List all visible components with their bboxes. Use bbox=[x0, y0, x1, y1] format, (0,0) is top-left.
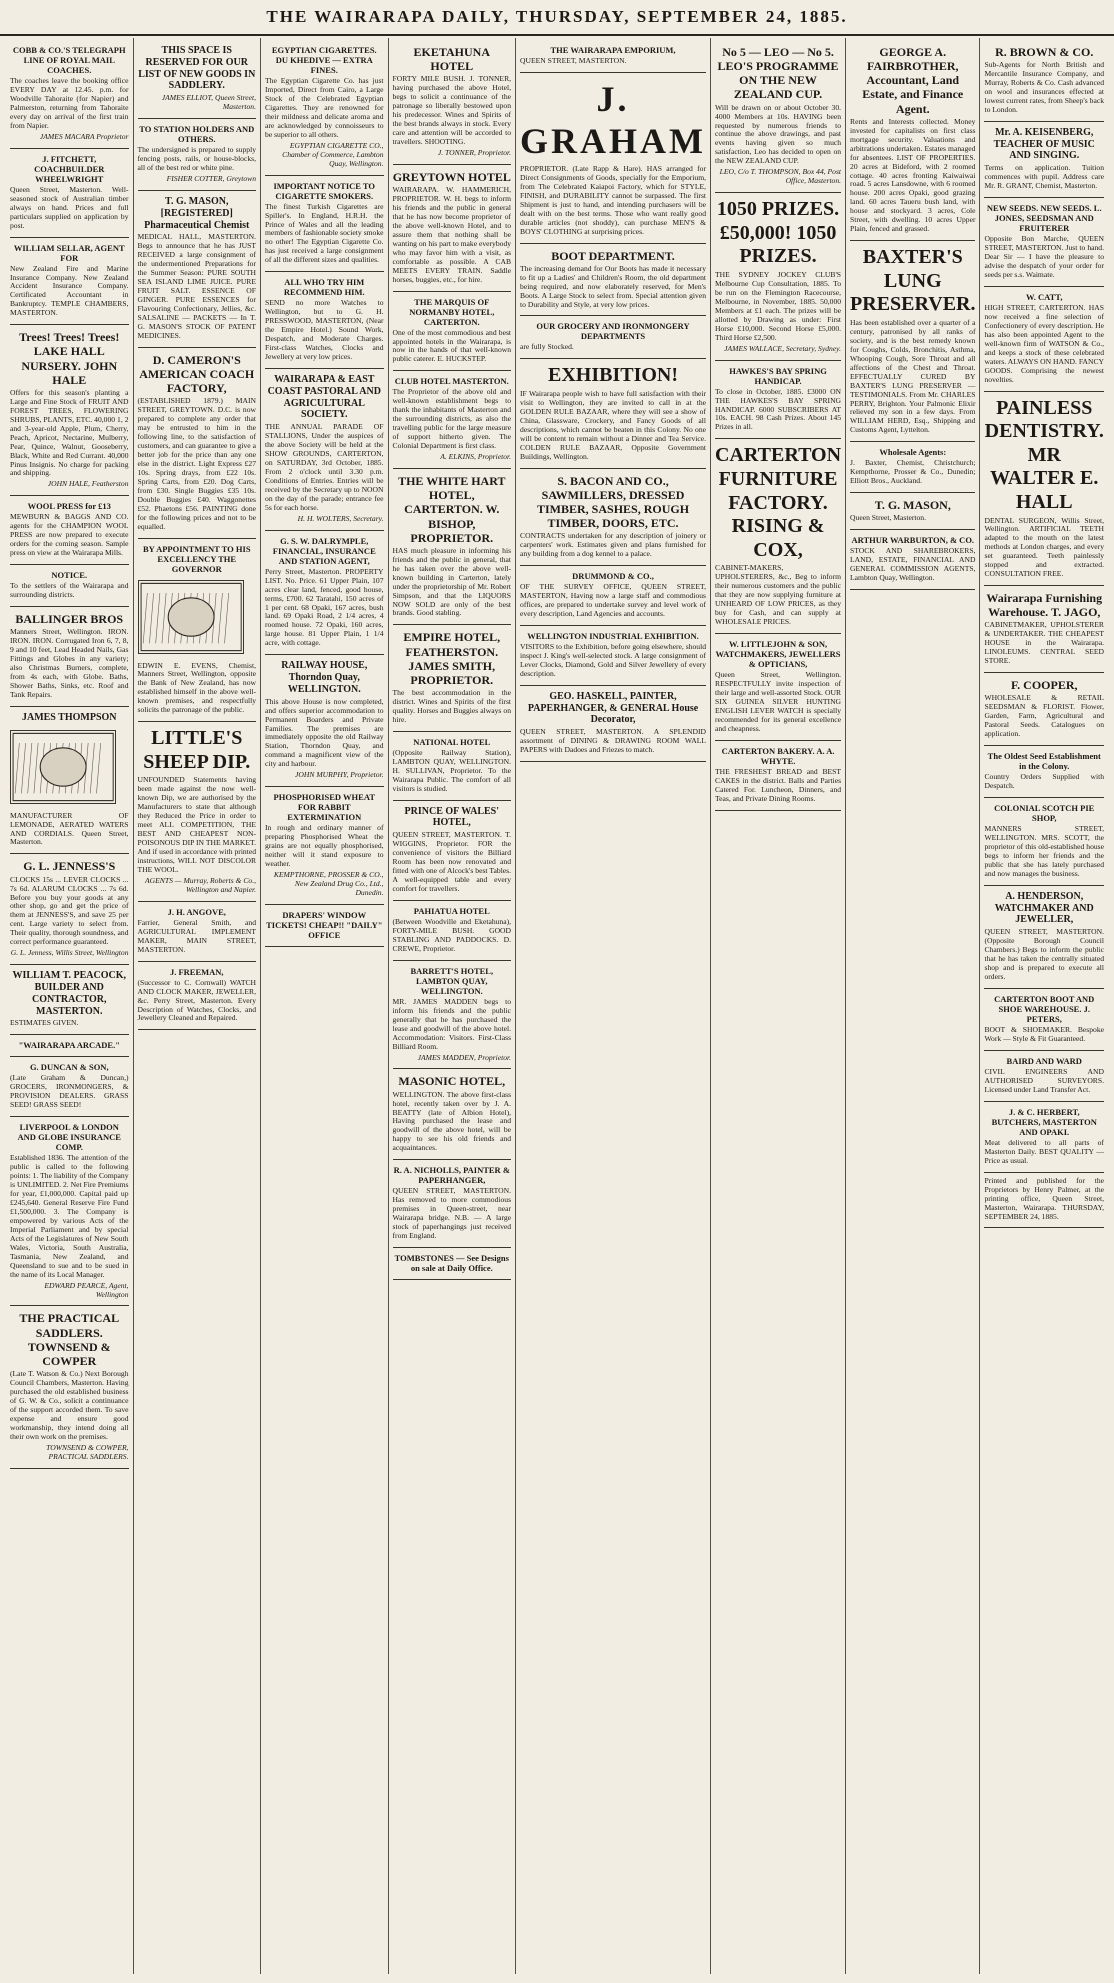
ad-headline: GEORGE A. FAIRBROTHER, Accountant, Land Estate, and Finance Agent. bbox=[862, 45, 964, 116]
ad-body: THE SYDNEY JOCKEY CLUB'S Melbourne Cup Consultation, 1885. To be run on the Flemington Racecourse, Melbourne, in November, 1885. 50,000 Members at £1 each. The prizes will be allotted by Drawing as under: First Horse £10,000. Second Horse £5,000. Third Horse £2,500. bbox=[715, 269, 842, 342]
ad-headline: W. LITTLEJOHN & SON, WATCHMAKERS, JEWELLERS & OPTICIANS, bbox=[715, 639, 841, 670]
ad-signature: H. H. WOLTERS, Secretary. bbox=[297, 513, 384, 523]
advertisement bbox=[138, 348, 257, 539]
ad-body: Queen Street, Masterton. bbox=[850, 513, 926, 523]
ad-signature: FISHER COTTER, Greytown bbox=[166, 173, 257, 183]
advertisement bbox=[10, 1057, 129, 1117]
ad-body: This above House is now completed, and offers superior accommodation to Permanent Boarders and Private Families. The premises are immediately opposite the old Railway Station, Thorndon Quay, and command a magnificent view of the city and harbour. bbox=[265, 696, 384, 769]
advertisement bbox=[10, 325, 129, 496]
ad-body: IF Wairarapa people wish to have full satisfaction with their visit to Wellington, they are invited to call in at the GOLDEN RULE BAZAAR, where they will see a show of China, Glassware, Crockery, and Fancy Goods of all descriptions, which cannot be beaten in this Colony. No one will be content to remain without a Dinner and Tea Service. COLDEN RULE BAZAAR, Opposite Government Buildings, Wellington. bbox=[520, 389, 707, 461]
masthead-title: THE WAIRARAPA DAILY, THURSDAY, SEPTEMBER 24, 1885. bbox=[266, 7, 848, 26]
ad-headline: BAIRD AND WARD bbox=[1006, 1055, 1082, 1066]
engraving-illustration bbox=[138, 580, 244, 654]
ad-body: THE ANNUAL PARADE OF STALLIONS, Under the auspices of the above Society will be held at the SHOW GROUNDS, CARTERTON, on SATURDAY, 3rd October, 1885. From 2 o'clock until 3.30 p.m. Conditions of Entries. Entries will be received by the Secretary up to NOON on the day of the parade; entrance fee 5s for each horse. bbox=[265, 422, 384, 512]
advertisement bbox=[520, 626, 706, 686]
column-6 bbox=[711, 38, 846, 1974]
ad-body: Offers for this season's planting a Large and Fine Stock of FRUIT AND FOREST TREES, FLOWERING SHRUBS, PLANTS, ETC. 40,000 1, 2 and 3-year-old Apple, Plum, Cherry, Peach, Apricot, Nectarine, Mulberry, Pear, Quince, Walnut, Gooseberry, Black, White and Red Currant. 40,000 Pinus Insignis. No charge for packing and shipping. bbox=[10, 387, 129, 478]
newspaper-page bbox=[6, 38, 1108, 1974]
ad-body: One of the most commodious and best appointed hotels in the Wairarapa, is now in the hands of that well-known public caterer. E. HUCKSTEP. bbox=[392, 327, 512, 364]
advertisement bbox=[393, 371, 512, 469]
column-7 bbox=[846, 38, 980, 1974]
advertisement bbox=[393, 1069, 512, 1160]
ad-body: To the settlers of the Wairarapa and surrounding districts. bbox=[10, 581, 129, 600]
advertisement bbox=[138, 962, 257, 1031]
column-1 bbox=[6, 38, 134, 1974]
engraving-illustration bbox=[10, 730, 116, 804]
ad-body: Opposite Bon Marche, QUEEN STREET, MASTERTON. Just to hand. Dear Sir — I have the pleasure to advise the despatch of your order for seeds per s.s. Waimate. bbox=[984, 234, 1104, 279]
advertisement bbox=[850, 241, 975, 442]
advertisement bbox=[10, 565, 129, 607]
ad-headline: RAILWAY HOUSE, Thorndon Quay, WELLINGTON. bbox=[281, 660, 368, 695]
advertisement bbox=[10, 1117, 129, 1306]
ad-headline: BY APPOINTMENT TO HIS EXCELLENCY THE GOVERNOR bbox=[142, 543, 251, 574]
ad-headline: WAIRARAPA & EAST COAST PASTORAL AND AGRICULTURAL SOCIETY. bbox=[267, 373, 381, 421]
ad-body: Terms on application. Tuition commences with pupil. Address care Mr. R. GRANT, Chemist, Masterton. bbox=[984, 163, 1104, 191]
ad-headline: EKETAHUNA HOTEL bbox=[413, 45, 490, 74]
column-8 bbox=[980, 38, 1108, 1974]
ad-headline: PAINLESS DENTISTRY. MR WALTER E. HALL bbox=[984, 396, 1104, 513]
ad-headline: GREYTOWN HOTEL bbox=[392, 169, 511, 184]
advertisement bbox=[520, 316, 706, 359]
ad-headline: IMPORTANT NOTICE TO CIGARETTE SMOKERS. bbox=[273, 180, 376, 201]
advertisement bbox=[138, 539, 257, 723]
ad-body: (Successor to C. Cornwall) WATCH AND CLOCK MAKER, JEWELLER, &c. Perry Street, Masterton. Every Description of Watches, Clocks, and Jewellery Cleaned and Repaired. bbox=[137, 977, 257, 1023]
advertisement bbox=[265, 655, 384, 787]
advertisement bbox=[715, 741, 841, 811]
ad-body: Queen Street, Wellington. RESPECTFULLY invite inspection of their large and well-assorted Stock. OUR SIX GUINEA SILVER HUNTING ENGLISH LEVER WATCH is specially recommended for its general excellence and cheapness. bbox=[715, 670, 842, 733]
advertisement bbox=[984, 673, 1104, 746]
ad-body: (Between Woodville and Eketahuna), FORTY-MILE BUSH. GOOD STABLING AND PADDOCKS. D. CREWE, Proprietor. bbox=[392, 916, 512, 953]
ad-headline: G. S. W. DALRYMPLE, FINANCIAL, INSURANCE AND STATION AGENT, bbox=[272, 535, 376, 566]
ad-signature: LEO, C/o T. THOMPSON, Box 44, Post Office, Masterton. bbox=[719, 167, 842, 186]
advertisement bbox=[984, 392, 1104, 587]
ad-body: Country Orders Supplied with Despatch. bbox=[984, 772, 1104, 791]
advertisement bbox=[393, 40, 512, 165]
ad-headline: EXHIBITION! bbox=[548, 364, 679, 387]
ad-signature: TOWNSEND & COWPER, PRACTICAL SADDLERS. bbox=[46, 1442, 129, 1461]
ad-body: MEWBURN & BAGGS AND CO. agents for the CHAMPION WOOL PRESS are now prepared to execute orders for the coming season. Sample press on view at the Wairarapa Mills. bbox=[10, 512, 129, 558]
ad-headline: The Oldest Seed Establishment in the Colony. bbox=[987, 751, 1101, 772]
ad-body: QUEEN STREET, MASTERTON. bbox=[520, 56, 627, 66]
advertisement bbox=[984, 746, 1104, 798]
advertisement bbox=[265, 787, 384, 905]
ad-headline: BARRETT'S HOTEL, LAMBTON QUAY, WELLINGTON. bbox=[410, 965, 494, 996]
ad-headline: W. CATT, bbox=[1026, 291, 1063, 302]
advertisement bbox=[265, 176, 384, 273]
ad-headline: THE WAIRARAPA EMPORIUM, bbox=[550, 45, 676, 55]
ad-body: (Opposite Railway Station), LAMBTON QUAY, WELLINGTON. H. SULLIVAN, Proprietor. To the Wairarapa Public. The comfort of all visitors is studied. bbox=[392, 747, 512, 793]
advertisement bbox=[984, 1173, 1104, 1229]
ad-body: Queen Street, Masterton. Well-seasoned stock of Australian timber always on hand. Prices and full particulars supplied on application by post. bbox=[10, 184, 129, 230]
advertisement bbox=[265, 272, 384, 369]
advertisement bbox=[850, 40, 975, 241]
ad-headline: J. GRAHAM bbox=[520, 78, 707, 162]
column-2 bbox=[134, 38, 262, 1974]
ad-body: HAS much pleasure in informing his friends and the public in general, that he has taken over the above well-known building in Carterton, lately under the proprietorship of Mr. Robert Simpson, and that the LIQUORS NOW SOLD are only of the best brands. Good stabling. bbox=[392, 545, 512, 618]
advertisement bbox=[10, 238, 129, 326]
ad-headline: Wairarapa Furnishing Warehouse. T. JAGO, bbox=[986, 591, 1103, 620]
ad-headline: NEW SEEDS. NEW SEEDS. L. JONES, SEEDSMAN AND FRUITERER bbox=[986, 203, 1102, 234]
masthead bbox=[0, 0, 1114, 36]
advertisement bbox=[10, 496, 129, 565]
ad-body: Manners Street, Wellington. IRON. IRON. IRON. Corrugated Iron 6, 7, 8, 9 and 10 feet, Lead Headed Nails, Gas Fittings and Globes in any variety; also Christmas Burners, complete, from 4s each, with Globe. Baths, Shower Baths, Sinks, etc. Roof and Tank Repairs. bbox=[10, 627, 129, 699]
ad-body: MANNERS STREET, WELLINGTON. MRS. SCOTT, the proprietor of this old-established house begs to inform her friends and the public that she has lately purchased and now manages the business. bbox=[984, 824, 1104, 878]
ad-signature: G. L. Jenness, Willis Street, Wellington bbox=[10, 948, 129, 958]
ad-signature: JOHN MURPHY, Proprietor. bbox=[295, 770, 384, 780]
ad-headline: NATIONAL HOTEL bbox=[413, 736, 491, 747]
ad-headline: R. A. NICHOLLS, PAINTER & PAPERHANGER, bbox=[393, 1165, 510, 1186]
ad-headline: ALL WHO TRY HIM RECOMMEND HIM. bbox=[283, 277, 365, 298]
ad-headline: J. FITCHETT, COACHBUILDER WHEELWRIGHT bbox=[34, 153, 105, 184]
ad-body: PROPRIETOR. (Late Rapp & Hare). HAS arranged for Direct Consignments of Goods, specially for the Emporium, from The Celebrated Kaiapoi Factory, which for STYLE, FINISH, and DURABILITY cannot be surpassed. The first Shipment is just to hand, and intending purchasers will be dealt with on the best terms. Those who want really good durable articles (not shoddy), can purchase MEN'S & BOYS' CLOTHING at surprising prices. bbox=[520, 163, 707, 236]
ad-body: MR. JAMES MADDEN begs to inform his friends and the public generally that he has purchased the lease and goodwill of the above hotel. Accommodation: Visitors. First-Class Billiard Room. bbox=[392, 996, 512, 1051]
column-5 bbox=[516, 38, 711, 1974]
ad-headline: THE WHITE HART HOTEL, CARTERTON. W. BISHOP, PROPRIETOR. bbox=[398, 474, 506, 545]
advertisement bbox=[10, 149, 129, 238]
ad-headline: DRAPERS' WINDOW TICKETS! CHEAP!! "DAILY" OFFICE bbox=[266, 909, 383, 940]
ad-headline: EGYPTIAN CIGARETTES. DU KHEDIVE — EXTRA FINES. bbox=[271, 45, 377, 76]
ad-body: QUEEN STREET, MASTERTON. A SPLENDID assortment of DINING & DRAWING ROOM WALL PAPERS with Dadoes and Friezes to match. bbox=[520, 727, 707, 755]
ad-body: FORTY MILE BUSH. J. TONNER, having purchased the above Hotel, begs to solicit a continuance of the patronage so liberally bestowed upon his predecessor. Wines and Spirits of the best brands always in stock. Every care and attention will be accorded to travellers. SHOOTING. bbox=[392, 74, 512, 146]
ad-headline: CLUB HOTEL MASTERTON. bbox=[394, 376, 509, 387]
advertisement bbox=[393, 1248, 512, 1280]
advertisement bbox=[850, 442, 975, 493]
ad-body: EDWIN E. EVENS, Chemist, Manners Street, Wellington, opposite the Bank of New Zealand, has now established himself in the above well-known premises, and respectfully solicits the patronage of the public. bbox=[137, 660, 257, 715]
advertisement bbox=[520, 73, 706, 244]
ad-body: New Zealand Fire and Marine Insurance Company. New Zealand Accident Insurance Company. Certificated Accountant in Bankruptcy. TEMPLE CHAMBERS, MASTERTON. bbox=[10, 263, 129, 318]
ad-body: Established 1836. The attention of the public is called to the following points: 1. The liability of the Company is UNLIMITED. 2. Net Fire Premiums for year, £1,000,000. Capital paid up £245,640. General Reserve Fire Fund £1,500,000. 3. The Company is empowered by various Acts of the Imperial Parliament and by special Acts of the Legislatures of New South Wales, Victoria, South Australia, Tasmania, New Zealand, and Queensland to sue and to be sued in the name of its Local Manager. bbox=[10, 1153, 129, 1279]
ad-body: CABINETMAKER, UPHOLSTERER & UNDERTAKER. THE CHEAPEST HOUSE in the Wairarapa. LINOLEUMS. CENTRAL SEED STORE. bbox=[984, 620, 1104, 666]
ad-body: The best accommodation in the district. Wines and Spirits of the first quality. Horses and Buggies always on hire. bbox=[392, 688, 512, 724]
ad-headline: R. BROWN & CO. bbox=[995, 45, 1094, 59]
ad-headline: TOMBSTONES — See Designs on sale at Daily Office. bbox=[394, 1253, 509, 1274]
ad-body: The coaches leave the booking office EVERY DAY at 12.45. p.m. for Woodville Tahoraite (for Napier) and Palmerston, returning from Tahoraite every day on arrival of the first train from Napier. bbox=[10, 76, 129, 130]
advertisement bbox=[393, 165, 512, 292]
ad-body: MEDICAL HALL, MASTERTON. Begs to announce that he has JUST RECEIVED a large consignment of the undermentioned Preparations for the Summer Season: PURE SOUTH SEA ISLAND LIME JUICE. PURE FRUIT SALT. ESSENCE OF GINGER. PURE ESSENCES for Flavouring Confectionary, Jellies, &c. SALSALINE — PACKETS — In T. G. MASON'S STOCK OF PATENT MEDICINES. bbox=[137, 232, 257, 340]
advertisement bbox=[265, 531, 384, 656]
ad-body: SEND no more Watches to Wellington, but to G. H. PRESSWOOD, MASTERTON, (Near the Empire Hotel.) Sound Work, Despatch, and Moderate Charges. First-class Watches, Clocks and Jewellery at very low prices. bbox=[265, 298, 384, 362]
advertisement bbox=[984, 1102, 1104, 1173]
ad-headline: T. G. MASON, [REGISTERED] Pharmaceutical Chemist bbox=[144, 195, 250, 231]
ad-body: CONTRACTS undertaken for any description of joinery or carpenters' work. Estimates given and plans furnished for any building from a dog kennel to a palace. bbox=[520, 531, 707, 559]
advertisement bbox=[10, 1035, 129, 1057]
ad-headline: D. CAMERON'S AMERICAN COACH FACTORY, bbox=[139, 352, 255, 396]
ad-headline: DRUMMOND & CO., bbox=[572, 571, 654, 582]
ad-signature: EGYPTIAN CIGARETTE CO., Chamber of Commerce, Lambton Quay, Wellington. bbox=[282, 140, 384, 168]
advertisement bbox=[265, 905, 384, 947]
ad-headline: LIVERPOOL & LONDON AND GLOBE INSURANCE COMP. bbox=[17, 1122, 121, 1153]
ad-body: HIGH STREET, CARTERTON. HAS now received a fine selection of Confectionery of every description. He has also been appointed Agent to the well-known firm of WATSON & Co., and keeps a stock of these celebrated waters. ALWAYS ON HAND. FANCY GOODS. Comprising the newest novelties. bbox=[984, 302, 1104, 384]
ad-headline: THIS SPACE IS RESERVED FOR OUR LIST OF NEW GOODS IN SADDLERY. bbox=[138, 45, 256, 92]
ad-headline: THE MARQUIS OF NORMANBY HOTEL, CARTERTON. bbox=[409, 296, 495, 327]
ad-headline: WELLINGTON INDUSTRIAL EXHIBITION. bbox=[527, 630, 699, 641]
ad-body: WAIRARAPA. W. HAMMERICH, PROPRIETOR. W. H. begs to inform his friends and the public in general that he has now become proprietor of the above well-known Hotel, and to assure them that nothing shall be wanting on his part to make everybody who may favor him with a visit, as comfortable as possible. A CAB MEETS EVERY TRAIN. Saddle horses, buggies, etc., for hire. bbox=[392, 185, 512, 284]
advertisement bbox=[984, 586, 1104, 673]
ad-body: (Late Graham & Duncan,) GROCERS, IRONMONGERS, & PROVISION DEALERS. GRASS SEED! GRASS SEED! bbox=[10, 1073, 129, 1110]
column-3 bbox=[261, 38, 389, 1974]
advertisement bbox=[984, 198, 1104, 287]
advertisement bbox=[393, 732, 512, 801]
ad-body: THE FRESHEST BREAD and BEST CAKES in the district. Balls and Parties Catered For. Luncheon, Dinners, and Teas, and Private Dining Rooms. bbox=[715, 766, 842, 803]
ad-headline: WOOL PRESS for £13 bbox=[27, 501, 111, 512]
advertisement bbox=[715, 361, 841, 440]
ad-signature: KEMPTHORNE, PROSSER & CO., New Zealand Drug Co., Ltd., Dunedin. bbox=[273, 870, 384, 897]
ad-body: The finest Turkish Cigarettes are Spiller's. In England, H.R.H. the Prince of Wales and all the leading members of fashionable society smoke no other! The Egyptian Cigarette Co. has just received a large consignment of all the different sizes and qualities. bbox=[265, 201, 384, 265]
ad-signature: J. TONNER, Proprietor. bbox=[437, 147, 512, 157]
ad-headline: J. H. ANGOVE, bbox=[167, 906, 226, 917]
advertisement bbox=[850, 493, 975, 530]
advertisement bbox=[850, 530, 975, 590]
ad-body: The Egyptian Cigarette Co. has just Imported, Direct from Cairo, a Large Stock of the Celebrated Egyptian Cigarettes. They are renowned for their mildness and delicate aroma and are acknowledged by connoisseurs to be superior to all others. bbox=[265, 76, 384, 139]
ad-body: The increasing demand for Our Boots has made it necessary to fit up a Ladies' and Children's Room, the old department being required, and now elaborately reserved, for Men's Boots. A Large Stock to select from. Special attention given to Durability and Style, at very low prices. bbox=[520, 263, 707, 309]
advertisement bbox=[393, 961, 512, 1070]
ad-body: In rough and ordinary manner of preparing Phosphorised Wheat the grains are not equally phosphorised, neither will it stand exposure to weather. bbox=[265, 823, 384, 869]
advertisement bbox=[10, 40, 129, 149]
ad-headline: JAMES THOMPSON bbox=[21, 711, 117, 723]
advertisement bbox=[393, 469, 512, 625]
ad-headline: Wholesale Agents: bbox=[879, 447, 947, 458]
advertisement bbox=[393, 1160, 512, 1248]
ad-body: WHOLESALE & RETAIL SEEDSMAN & FLORIST. Flower, Garden, Farm, Agricultural and Pastoral Seeds. Catalogues on application. bbox=[984, 693, 1104, 739]
advertisement bbox=[10, 707, 129, 855]
ad-headline: BAXTER'S LUNG PRESERVER. bbox=[850, 246, 976, 316]
advertisement bbox=[984, 122, 1104, 198]
ad-body: The Proprietor of the above old and well-known establishment begs to thank the inhabitants of Masterton and the surrounding districts, as also the travelling public for the large measure of support hitherto given. The Colonial Department is first class. bbox=[392, 387, 512, 451]
ad-body: CABINET-MAKERS, UPHOLSTERERS, &c., Beg to inform their numerous customers and the public that they are now supplying furniture at UNHEARD OF LOW PRICES, as they buy for Cash, and can supply at WHOLESALE PRICES. bbox=[715, 563, 842, 627]
ad-headline: HAWKES'S BAY SPRING HANDICAP. bbox=[729, 365, 827, 386]
advertisement bbox=[984, 798, 1104, 886]
ad-body: (Late T. Watson & Co.) Next Borough Council Chambers, Masterton. Having purchased the old established business of G. W. & Co., solicit a continuance of the support accorded them. To save expense and ensure good workmanship, they intend doing all their own work on the premises. bbox=[10, 1369, 129, 1441]
advertisement bbox=[520, 359, 706, 468]
advertisement bbox=[984, 1051, 1104, 1102]
ad-headline: COLONIAL SCOTCH PIE SHOP, bbox=[994, 803, 1095, 824]
advertisement bbox=[984, 40, 1104, 122]
advertisement bbox=[715, 634, 841, 741]
ad-headline: G. L. JENNESS'S bbox=[23, 859, 116, 874]
ad-headline: CARTERTON BAKERY. A. A. WHYTE. bbox=[721, 745, 835, 766]
ad-headline: T. G. MASON, bbox=[874, 498, 951, 513]
ad-headline: PHOSPHORISED WHEAT FOR RABBIT EXTERMINATION bbox=[273, 792, 375, 823]
advertisement bbox=[984, 287, 1104, 392]
ad-signature: JAMES MACARA Proprietor bbox=[39, 131, 129, 141]
advertisement bbox=[520, 244, 706, 317]
ad-body: Will be drawn on or about October 30. 4000 Members at 10s. HAVING been requested by numerous friends to continue the above drawings, and past events having given so much satisfaction, Leo has decided to open on the NEW ZEALAND CUP. bbox=[715, 102, 842, 166]
ad-signature: JAMES WALLACE, Secretary, Sydney. bbox=[724, 343, 842, 353]
ad-headline: CARTERTON FURNITURE FACTORY. RISING & COX, bbox=[715, 444, 842, 561]
ad-signature: JAMES ELLIOT, Queen Street, Masterton. bbox=[161, 93, 257, 112]
ad-headline: A. HENDERSON, WATCHMAKER AND JEWELLER, bbox=[994, 890, 1094, 926]
ad-headline: J. FREEMAN, bbox=[169, 966, 224, 977]
ad-headline: Trees! Trees! Trees! LAKE HALL NURSERY. JOHN HALE bbox=[19, 330, 120, 387]
ad-body: are fully Stocked. bbox=[520, 342, 574, 352]
advertisement bbox=[265, 40, 384, 176]
ad-body: VISITORS to the Exhibition, before going elsewhere, should inspect J. King's well-selected stock. A large consignment of Lever Clocks, Diamond, Gold and Silver Jewellery of every description. bbox=[520, 641, 707, 678]
advertisement bbox=[393, 625, 512, 731]
advertisement bbox=[520, 566, 706, 626]
ad-body: (ESTABLISHED 1879.) MAIN STREET, GREYTOWN. D.C. is now prepared to complete any order that may be entrusted to him in the following line, to the satisfaction of customers, and can guarantee to give a better job for the price than any one else in the district. Light Express £27 10s. Spring drays, from £22 10s. Spring Carts, from £20. Dog Carts, from £30. Single Buggies £35 10s. Double Buggies £40. Waggonettes £52. Phaetons £56. PAINTING done for the following prices and not to be equalled. bbox=[137, 396, 257, 531]
ad-body: To close in October, 1885. £3000 ON THE HAWKES'S BAY SPRING HANDICAP. 6000 SUBSCRIBERS AT 10s. EACH. 98 Cash Prizes. About 145 Prizes in all. bbox=[715, 386, 842, 432]
advertisement bbox=[138, 902, 257, 962]
ad-headline: G. DUNCAN & SON, bbox=[29, 1062, 109, 1073]
ad-headline: WILLIAM T. PEACOCK, BUILDER AND CONTRACTOR, MASTERTON. bbox=[12, 970, 127, 1017]
advertisement bbox=[393, 292, 512, 372]
ad-headline: GEO. HASKELL, PAINTER, PAPERHANGER, & GENERAL House Decorator, bbox=[527, 690, 699, 726]
advertisement bbox=[984, 886, 1104, 989]
advertisement bbox=[715, 439, 841, 634]
advertisement bbox=[265, 369, 384, 531]
advertisement bbox=[520, 686, 706, 762]
ad-headline: THE PRACTICAL SADDLERS. TOWNSEND & COWPER bbox=[19, 1311, 120, 1368]
advertisement bbox=[138, 722, 257, 902]
ad-body: ESTIMATES GIVEN. bbox=[10, 1018, 79, 1028]
advertisement bbox=[10, 607, 129, 707]
advertisement bbox=[10, 1306, 129, 1468]
ad-headline: WILLIAM SELLAR, AGENT FOR bbox=[13, 242, 125, 263]
advertisement bbox=[138, 119, 257, 191]
ad-signature: JAMES MADDEN, Proprietor. bbox=[417, 1052, 512, 1062]
ad-headline: PAHIATUA HOTEL bbox=[413, 905, 490, 916]
ad-body: QUEEN STREET, MASTERTON. (Opposite Borough Council Chambers.) Begs to inform the public that he has taken the centrally situated shop and is prepared to execute all orders. bbox=[984, 927, 1104, 982]
ad-body: BOOT & SHOEMAKER. Bespoke Work — Style & Fit Guaranteed. bbox=[984, 1025, 1104, 1043]
ad-body: OF THE SURVEY OFFICE, QUEEN STREET, MASTERTON, Having now a large staff and commodious offices, are prepared to undertake survey and level work of every description, Land Agencies and accounts. bbox=[520, 582, 707, 619]
ad-headline: LITTLE'S SHEEP DIP. bbox=[143, 727, 251, 773]
ad-body: CIVIL ENGINEERS AND AUTHORISED SURVEYORS. Licensed under Land Transfer Act. bbox=[984, 1066, 1104, 1094]
ad-headline: NOTICE. bbox=[51, 570, 88, 581]
column-4 bbox=[389, 38, 517, 1974]
advertisement bbox=[984, 989, 1104, 1051]
ad-body: UNFOUNDED Statements having been made against the now well-known Dip, we are authorised by the Manufacturers to state that although they Reduced the Price in order to meet ALL COMPETITION, THE BEST AND CHEAPEST NON-POISONOUS DIP IN THE MARKET. And if used in accordance with printed instructions, WILL NOT DISCOLOR THE WOOL. bbox=[137, 775, 257, 874]
ad-body: DENTAL SURGEON, Willis Street, Wellington. ARTIFICIAL TEETH adapted to the mouth on the latest methods at London charges, and every set guaranteed. Teeth painlessly stopped and extracted. CONSULTATION FREE. bbox=[984, 515, 1104, 579]
ad-headline: PRINCE OF WALES' HOTEL, bbox=[404, 805, 499, 829]
advertisement bbox=[10, 854, 129, 965]
ad-body: Perry Street, Masterton. PROPERTY LIST. No. Price. 61 Upper Plain, 107 acres clear land, fenced, good house, terms, £700. 62 Taratahi, 150 acres of 1 per cent. 68 Opaki, 167 acres, bush land. 69 Opaki Road, 2 1/4 acres, 4 roomed house. 72 Opaki, 160 acres, large house. 81 Upper Plain, 1 1/4 acre, with cottage. bbox=[265, 566, 384, 648]
ad-headline: "WAIRARAPA ARCADE." bbox=[18, 1040, 120, 1051]
ad-body: CLOCKS 15s ... LEVER CLOCKS ... 7s 6d. ALARUM CLOCKS ... 7s 6d. Before you buy your goods at any other shop, go and get the price of them at JENNESS'S, and save 25 per cent. Large variety to select from. Their quality, thorough soundness, and correct performance guaranteed. bbox=[10, 874, 129, 947]
advertisement bbox=[715, 40, 841, 193]
ad-headline: BOOT DEPARTMENT. bbox=[551, 248, 675, 263]
advertisement bbox=[138, 191, 257, 348]
advertisement bbox=[10, 965, 129, 1035]
ad-headline: F. COOPER, bbox=[1010, 678, 1078, 693]
ad-headline: CARTERTON BOOT AND SHOE WAREHOUSE. J. PETERS, bbox=[994, 993, 1095, 1024]
ad-headline: 1050 PRIZES. £50,000! 1050 PRIZES. bbox=[716, 198, 840, 268]
ad-headline: Mr. A. KEISENBERG, TEACHER OF MUSIC AND SINGING. bbox=[993, 126, 1095, 162]
ad-headline: ARTHUR WARBURTON, & CO. bbox=[851, 535, 975, 546]
ad-body: WELLINGTON. The above first-class hotel, recently taken over by J. A. BEATTY (late of Albion Hotel), Having purchased the lease and goodwill of the above hotel, will be happy to see his old friends and acquaintances. bbox=[392, 1089, 512, 1153]
ad-body: The undersigned is prepared to supply fencing posts, rails, or house-blocks, all of the best red or white pine. bbox=[137, 145, 257, 173]
ad-body: STOCK AND SHAREBROKERS, LAND, ESTATE, FINANCIAL AND GENERAL COMMISSION AGENTS, Lambton Quay, Wellington. bbox=[850, 546, 976, 583]
ad-body: QUEEN STREET, MASTERTON. Has removed to more commodious premises in Queen-street, near Wairarapa bridge. N.B. — A large stock of paperhangings just received from England. bbox=[392, 1186, 512, 1241]
advertisement bbox=[520, 469, 706, 566]
ad-signature: JOHN HALE, Featherston bbox=[47, 479, 129, 489]
ad-body: Has been established over a quarter of a century, patronised by all ranks of society, and is the best remedy known for Coughs, Colds, Bronchitis, Asthma, Whooping Cough, Sore Throat and all affections of the Chest and Throat. EFFECTUALLY CURED BY BAXTER'S LUNG PRESERVER — TESTIMONIALS. From Mr. CHARLES PERRY, Brighton. Your Palmonic Elixir relieved my son in a few days. From WILLIAM HERD, Esq., Shipping and Customs Agent, Lyttelton. bbox=[850, 317, 976, 435]
ad-body: QUEEN STREET, MASTERTON. T. WIGGINS, Proprietor. FOR the convenience of visitors the Billiard Room has been now renovated and fitted with one of Alcock's best Tables. A well-equipped table and every comfort for travellers. bbox=[392, 830, 512, 893]
ad-body: Sub-Agents for North British and Mercantile Insurance Company, and Murray, Roberts & Co. Cash advanced on wool and insurances effected at lowest current rates, from Sheep's back to London. bbox=[984, 60, 1104, 114]
ad-signature: AGENTS — Murray, Roberts & Co., Wellington and Napier. bbox=[145, 875, 257, 894]
ad-headline: OUR GROCERY AND IRONMONGERY DEPARTMENTS bbox=[536, 321, 690, 342]
ad-headline: TO STATION HOLDERS AND OTHERS. bbox=[139, 124, 255, 145]
ad-signature: A. ELKINS, Proprietor. bbox=[440, 452, 512, 462]
ad-headline: COBB & CO.'S TELEGRAPH LINE OF ROYAL MAIL COACHES. bbox=[12, 45, 126, 76]
ad-body: Farrier, General Smith, and AGRICULTURAL IMPLEMENT MAKER, MAIN STREET, MASTERTON. bbox=[137, 917, 257, 954]
advertisement bbox=[393, 801, 512, 901]
ad-signature: EDWARD PEARCE, Agent, Wellington bbox=[44, 1280, 129, 1299]
ad-body: J. Baxter, Chemist, Christchurch; Kempthorne, Prosser & Co., Dunedin; Elliott Bros., Auckland. bbox=[850, 458, 976, 486]
ad-headline: MASONIC HOTEL, bbox=[398, 1074, 506, 1089]
ad-body: Meat delivered to all parts of Masterton Daily. BEST QUALITY — Price as usual. bbox=[984, 1137, 1104, 1165]
advertisement bbox=[520, 40, 706, 73]
ad-headline: S. BACON AND CO., SAWMILLERS, DRESSED TIMBER, SASHES, ROUGH TIMBER, DOORS, ETC. bbox=[537, 473, 690, 531]
ad-headline: J. & C. HERBERT, BUTCHERS, MASTERTON AND OPAKI. bbox=[991, 1106, 1097, 1137]
ad-body: MANUFACTURER OF LEMONADE, AERATED WATERS AND CORDIALS. Queen Street, Masterton. bbox=[10, 810, 129, 847]
ad-headline: EMPIRE HOTEL, FEATHERSTON. JAMES SMITH, PROPRIETOR. bbox=[403, 630, 501, 687]
ad-headline: BALLINGER BROS bbox=[15, 612, 124, 627]
advertisement bbox=[138, 40, 257, 119]
ad-body: Rents and Interests collected. Money invested for capitalists on first class mortgage security. Valuations and arbitrations undertaken. Estates managed for absentees. LIST OF PROPERTIES. 20 acres at Bideford, with 2 roomed cottage. 40 acres fronting Kaiwaiwai road. 5 acres Lansdowne, with 6 roomed house. 200 acres Opaki, good grazing land. 60 acres Taueru bush land, with house and stockyard. 3 acres, Cole Street, with dwelling. 10 acres Upper Plain, fenced and grassed. bbox=[850, 116, 976, 234]
advertisement bbox=[393, 901, 512, 961]
ad-headline: No 5 — LEO — No 5. LEO'S PROGRAMME ON THE NEW ZEALAND CUP. bbox=[717, 45, 839, 102]
advertisement bbox=[715, 193, 841, 360]
ad-body: Printed and published for the Proprietors by Henry Palmer, at the printing office, Queen Street, Masterton, Wairarapa. THURSDAY, SEPTEMBER 24, 1885. bbox=[984, 1175, 1104, 1221]
